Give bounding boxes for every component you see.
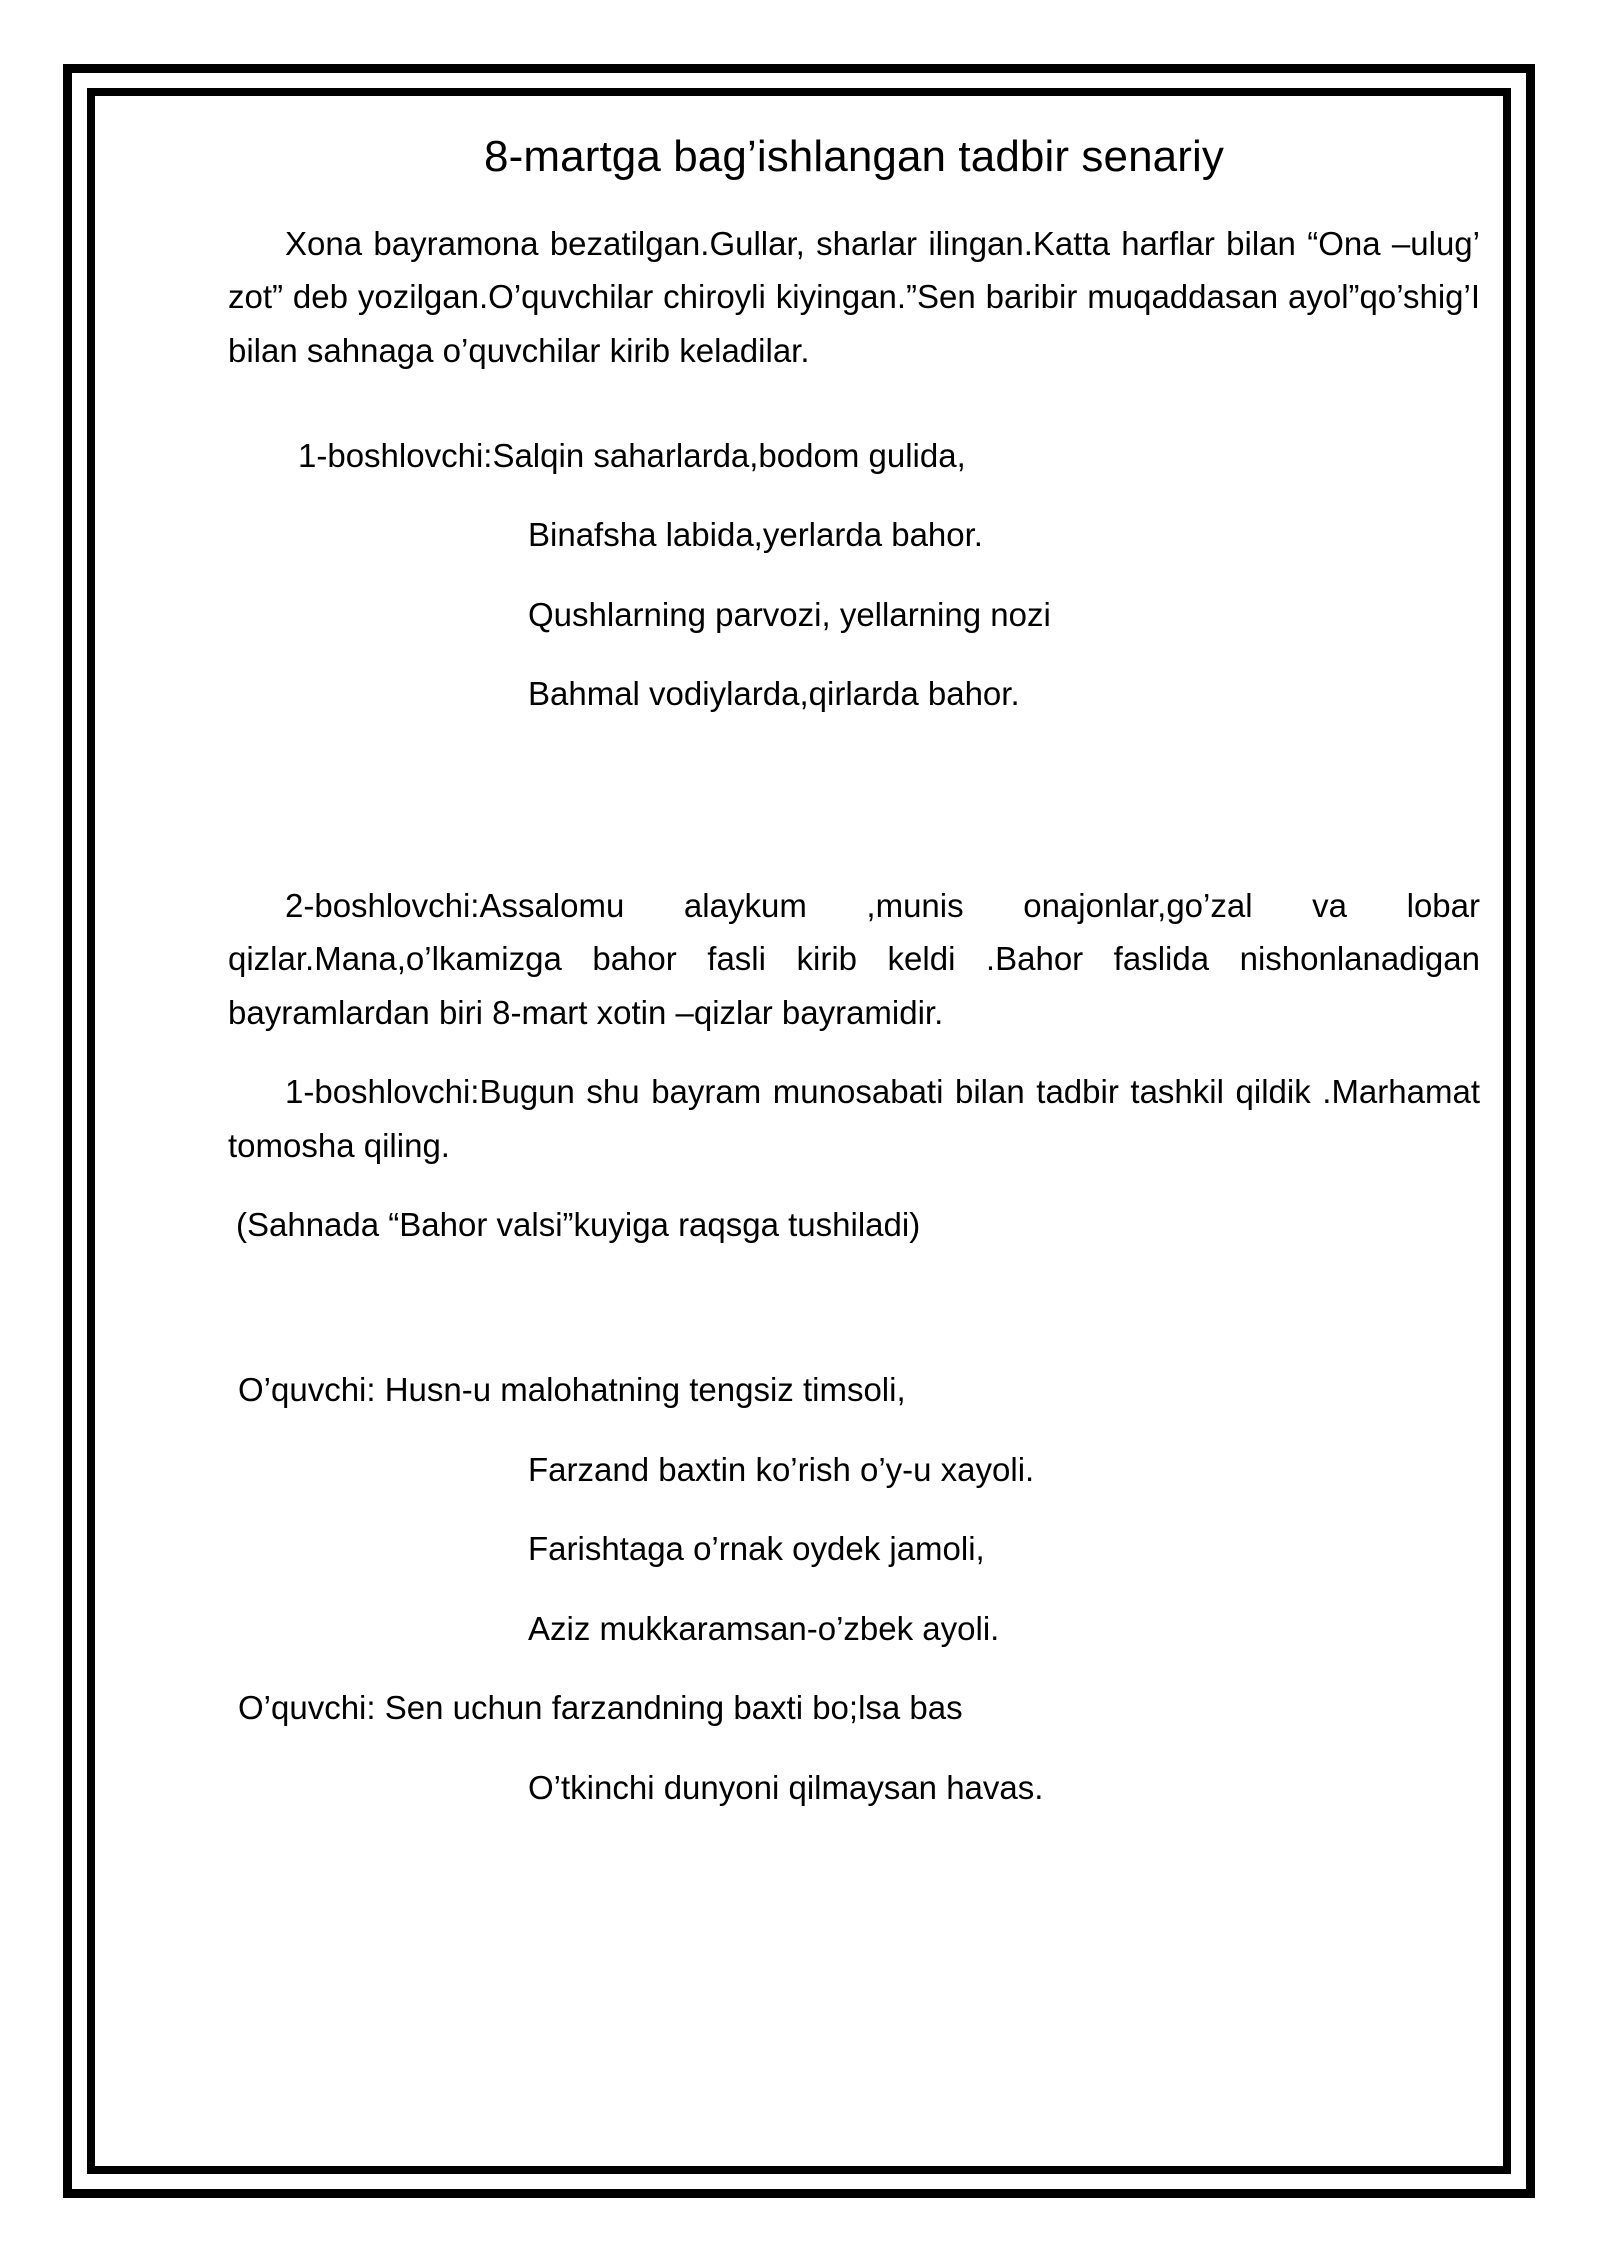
pupil-1-verse-2: Farishtaga o’rnak oydek jamoli, xyxy=(528,1530,985,1568)
spacer xyxy=(228,807,1480,879)
stanza-1-lead: 1-boshlovchi:Salqin saharlarda,bodom gulida, xyxy=(298,436,966,474)
spacer xyxy=(228,641,1480,667)
presenter-2-paragraph: 2-boshlovchi:Assalomu alaykum ,munis onajonlar,go’zal va lobar qizlar.Mana,o’lkamizga bahor fasli kirib keldi .Bahor faslida nishonlanadigan bayramlardan biri 8-mart xotin –qizlar bayramidir. xyxy=(228,886,1480,1031)
spacer xyxy=(228,1251,1480,1337)
pupil-1-lead: O’quvchi: Husn-u malohatning tengsiz timsoli, xyxy=(238,1371,906,1409)
spacer xyxy=(228,1337,1480,1363)
document-body xyxy=(228,132,1480,1814)
spacer xyxy=(228,1172,1480,1198)
spacer xyxy=(228,721,1480,807)
stanza-1-verse-2: Qushlarning parvozi, yellarning nozi xyxy=(528,595,1051,633)
pupil-2-lead: O’quvchi: Sen uchun farzandning baxti bo;lsa bas xyxy=(238,1689,963,1727)
stanza-1-verse-1: Binafsha labida,yerlarda bahor. xyxy=(528,516,983,554)
spacer xyxy=(228,1735,1480,1761)
pupil-2-verse-1: O’tkinchi dunyoni qilmaysan havas. xyxy=(528,1768,1044,1806)
spacer xyxy=(228,1655,1480,1681)
pupil-1-verse-1: Farzand baxtin ko’rish o’y-u xayoli. xyxy=(528,1450,1035,1488)
spacer xyxy=(228,1039,1480,1065)
spacer xyxy=(228,1417,1480,1443)
page-title: 8-martga bag’ishlangan tadbir senariy xyxy=(484,132,1224,181)
spacer xyxy=(228,377,1480,429)
intro-paragraph: Xona bayramona bezatilgan.Gullar, sharlar ilingan.Katta harflar bilan “Ona –ulug’ zot” deb yozilgan.O’quvchilar chiroyli kiyingan.”Sen baribir muqaddasan ayol”qo’shig’I bilan sahnaga o’quvchilar kirib keladilar. xyxy=(228,224,1480,369)
spacer xyxy=(228,1576,1480,1602)
stage-direction: (Sahnada “Bahor valsi”kuyiga raqsga tushiladi) xyxy=(236,1206,921,1244)
spacer xyxy=(228,562,1480,588)
spacer xyxy=(228,1496,1480,1522)
pupil-1-verse-3: Aziz mukkaramsan-o’zbek ayoli. xyxy=(528,1609,1000,1647)
spacer xyxy=(228,482,1480,508)
stanza-1-verse-3: Bahmal vodiylarda,qirlarda bahor. xyxy=(528,675,1020,713)
presenter-1b-paragraph: 1-boshlovchi:Bugun shu bayram munosabati bilan tadbir tashkil qildik .Marhamat tomosha qiling. xyxy=(228,1073,1480,1164)
